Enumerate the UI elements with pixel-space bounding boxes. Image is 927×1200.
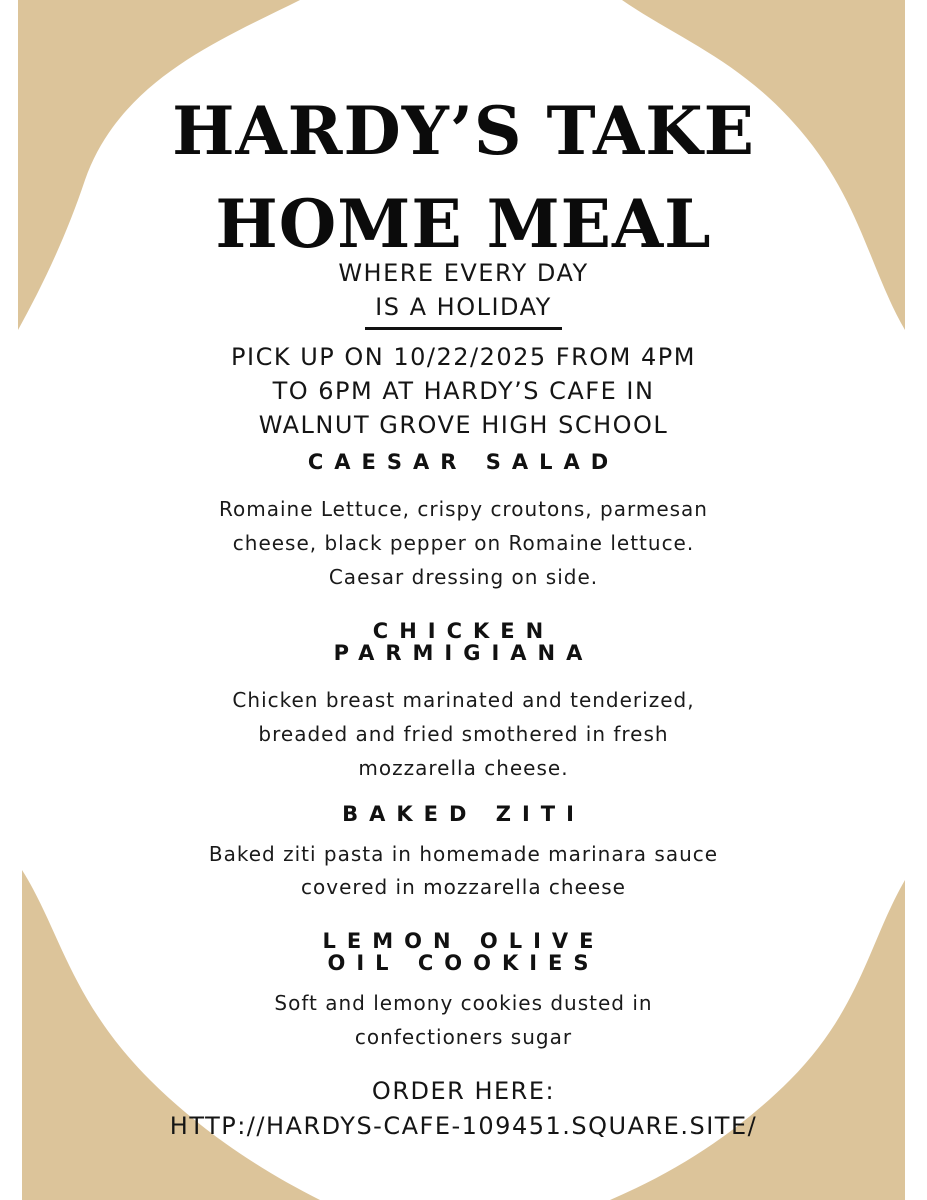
dish-name-lemon-olive-oil-cookies-line-2: OIL COOKIES [327,951,600,975]
pickup-info-line-3: WALNUT GROVE HIGH SCHOOL [258,411,669,439]
dish-description-line: Romaine Lettuce, crispy croutons, parmesan [219,497,708,521]
dish-name-chicken-parmigiana-line-2: PARMIGIANA [333,641,594,665]
tagline-line-2: IS A HOLIDAY [375,293,552,321]
dish-description-line: cheese, black pepper on Romaine lettuce. [232,531,695,555]
dish-name-caesar-salad: CAESAR SALAD [307,450,620,474]
dish-name-lemon-olive-oil-cookies-line-1: LEMON OLIVE [322,929,605,953]
title-line-1: HARDY’S TAKE [172,92,755,170]
dish-description-line: breaded and fried smothered in fresh [258,722,669,746]
dish-description-line: covered in mozzarella cheese [301,875,626,899]
dish-description-line: Caesar dressing on side. [328,565,599,589]
order-label: ORDER HERE: [371,1077,556,1105]
pickup-info-line-1: PICK UP ON 10/22/2025 FROM 4PM [231,343,696,371]
divider-line [365,327,562,330]
dish-description-line: mozzarella cheese. [358,756,569,780]
dish-description-line: Soft and lemony cookies dusted in [274,991,653,1015]
dish-name-baked-ziti: BAKED ZITI [342,802,585,826]
tagline-line-1: WHERE EVERY DAY [338,259,589,287]
title-line-2: HOME MEAL [215,185,712,263]
pickup-info-line-2: TO 6PM AT HARDY’S CAFE IN [272,377,655,405]
order-url-link[interactable]: HTTP://HARDYS-CAFE-109451.SQUARE.SITE/ [169,1112,758,1140]
dish-description-line: Chicken breast marinated and tenderized, [232,688,695,712]
dish-description-line: Baked ziti pasta in homemade marinara sauce [208,842,719,866]
dish-description-line: confectioners sugar [354,1025,573,1049]
dish-name-chicken-parmigiana-line-1: CHICKEN [372,619,555,643]
